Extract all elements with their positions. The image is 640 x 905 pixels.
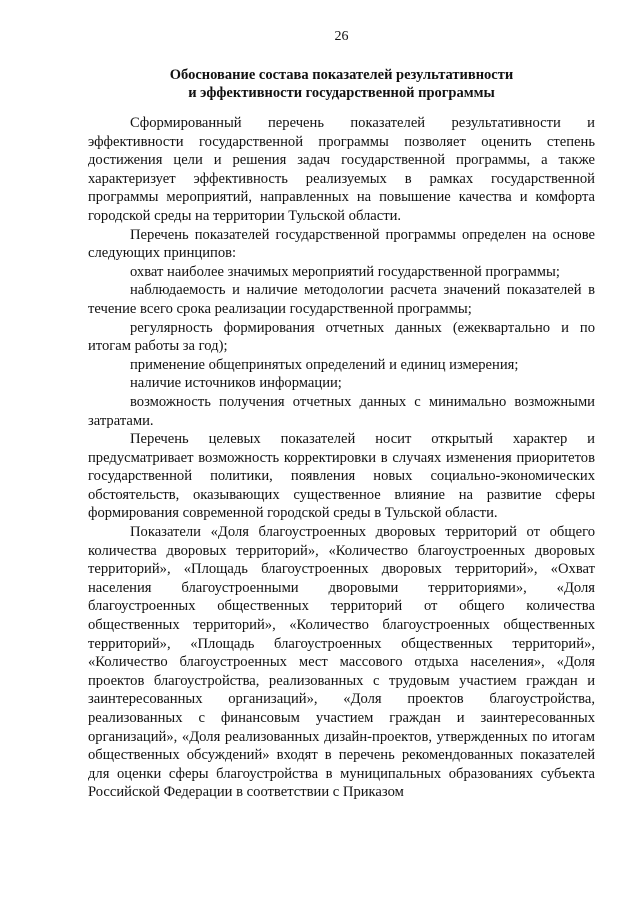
section-title-line-1: Обоснование состава показателей результативности — [169, 67, 514, 83]
document-body — [88, 114, 595, 802]
paragraph-open-list: Перечень целевых показателей носит открытый характер и предусматривает возможность корректировки в случаях изменения приоритетов государственной политики, появления новых социально-экономических обстоятельств, оказывающих существенное влияние на развитие сферы формирования современной городской среды в Тульской области. — [88, 431, 595, 522]
principle-item: охват наиболее значимых мероприятий государственной программы; — [130, 263, 560, 280]
page-number: 26 — [334, 29, 349, 44]
document-page — [88, 28, 595, 802]
section-title-line-2: и эффективности государственной программы — [188, 85, 495, 101]
principle-item: возможность получения отчетных данных с минимально возможными затратами. — [88, 393, 595, 429]
principle-item: регулярность формирования отчетных данных (ежеквартально и по итогам работы за год); — [88, 319, 595, 355]
paragraph-indicators: Показатели «Доля благоустроенных дворовых территорий от общего количества дворовых территорий», «Количество благоустроенных дворовых территорий», «Площадь благоустроенных дворовых территорий», «Охват населения благоустроенными дворовыми территориями», «Доля благоустроенных общественных территорий от общего количества общественных территорий», «Количество благоустроенных общественных территорий», «Площадь благоустроенных общественных территорий», «Количество благоустроенных мест массового отдыха населения», «Доля проектов благоустройства, реализованных с трудовым участием граждан и заинтересованных организаций», «Доля проектов благоустройства, реализованных с финансовым участием граждан и заинтересованных организаций», «Доля реализованных дизайн-проектов, утвержденных по итогам общественных обсуждений» входят в перечень рекомендованных показателей для оценки сферы благоустройства в муниципальных образованиях субъекта Российской Федерации в соответствии с Приказом — [88, 524, 595, 801]
paragraph-principles-lead: Перечень показателей государственной программы определен на основе следующих принципов: — [88, 226, 595, 262]
principle-item: наличие источников информации; — [130, 375, 342, 392]
principle-item: применение общепринятых определений и единиц измерения; — [130, 356, 519, 373]
principle-item: наблюдаемость и наличие методологии расчета значений показателей в течение всего срока реализации государственной программы; — [88, 282, 595, 317]
paragraph-intro: Сформированный перечень показателей результативности и эффективности государственной программы позволяет оценить степень достижения цели и решения задач государственной программы, а также характеризует эффективность реализуемых в рамках государственной программы мероприятий, направленных на повышение качества и комфорта городской среды на территории Тульской области. — [88, 115, 595, 224]
section-title — [88, 66, 595, 102]
